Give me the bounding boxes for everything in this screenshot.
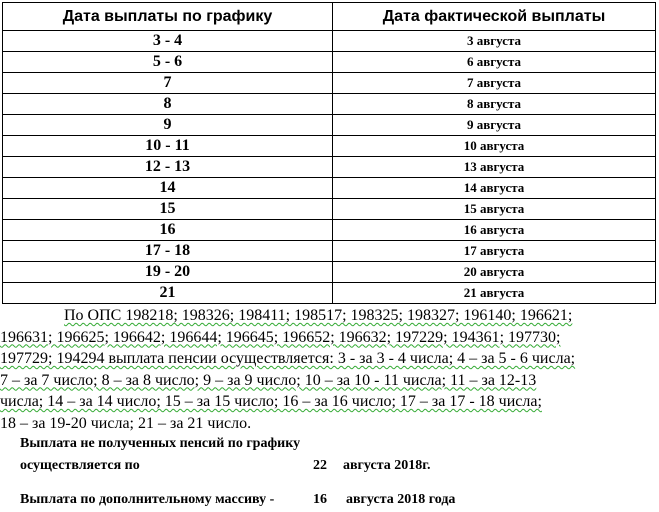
table-row <box>3 262 656 283</box>
extra-day: 16 <box>313 492 327 507</box>
table-row <box>3 136 656 157</box>
actual-date-cell: 6 августа <box>333 52 656 73</box>
actual-date-cell: 21 августа <box>333 283 656 304</box>
schedule-date-cell: 8 <box>3 94 333 115</box>
actual-date-cell: 16 августа <box>333 220 656 241</box>
actual-date-cell: 10 августа <box>333 136 656 157</box>
note-line-1: По ОПС 198218; 198326; 198411; 198517; 198325; 198327; 196140; 196621; <box>64 307 573 324</box>
note-line-5: числа; 14 – за 14 число; 15 – за 15 число; 16 – за 16 число; 17 – за 17 - 18 числа; <box>0 393 542 410</box>
header-schedule-date: Дата выплаты по графику <box>3 3 333 31</box>
table-row <box>3 73 656 94</box>
actual-date-cell: 17 августа <box>333 241 656 262</box>
table-header-row <box>3 3 656 31</box>
schedule-date-cell: 9 <box>3 115 333 136</box>
table-row <box>3 241 656 262</box>
unpaid-date: августа 2018г. <box>343 458 431 473</box>
schedule-date-cell: 19 - 20 <box>3 262 333 283</box>
schedule-date-cell: 7 <box>3 73 333 94</box>
extra-date: августа 2018 года <box>346 492 456 507</box>
schedule-date-cell: 3 - 4 <box>3 31 333 52</box>
unpaid-line-1: Выплата не полученных пенсий по графику <box>20 436 301 451</box>
extra-label: Выплата по дополнительному массиву - <box>20 492 275 507</box>
note-line-6: 18 – за 19-20 числа; 21 – за 21 число. <box>0 414 252 432</box>
schedule-date-cell: 17 - 18 <box>3 241 333 262</box>
schedule-date-cell: 21 <box>3 283 333 304</box>
schedule-date-cell: 5 - 6 <box>3 52 333 73</box>
unpaid-line-2: осуществляется по <box>20 458 140 473</box>
schedule-date-cell: 10 - 11 <box>3 136 333 157</box>
note-line-3: 197729; 194294 выплата пенсии осуществляется: 3 - за 3 - 4 числа; 4 – за 5 - 6 числа; <box>0 350 576 367</box>
actual-date-cell: 7 августа <box>333 73 656 94</box>
table-row <box>3 199 656 220</box>
unpaid-day: 22 <box>313 458 327 473</box>
table-row <box>3 52 656 73</box>
table-row <box>3 115 656 136</box>
header-actual-date: Дата фактической выплаты <box>333 3 656 31</box>
schedule-date-cell: 15 <box>3 199 333 220</box>
table-body <box>3 31 656 304</box>
actual-date-cell: 3 августа <box>333 31 656 52</box>
table-row <box>3 157 656 178</box>
table-row <box>3 31 656 52</box>
table-row <box>3 220 656 241</box>
actual-date-cell: 13 августа <box>333 157 656 178</box>
schedule-date-cell: 14 <box>3 178 333 199</box>
schedule-date-cell: 16 <box>3 220 333 241</box>
actual-date-cell: 9 августа <box>333 115 656 136</box>
table-row <box>3 178 656 199</box>
actual-date-cell: 15 августа <box>333 199 656 220</box>
note-line-4: 7 – за 7 число; 8 – за 8 число; 9 – за 9 число; 10 – за 10 - 11 числа; 11 – за 12-13 <box>0 371 537 389</box>
pension-note <box>0 305 659 434</box>
actual-date-cell: 8 августа <box>333 94 656 115</box>
actual-date-cell: 20 августа <box>333 262 656 283</box>
note-line-2: 196631; 196625; 196642; 196644; 196645; 196652; 196632; 197229; 194361; 197730; <box>0 328 561 346</box>
schedule-table <box>2 2 656 304</box>
table-row <box>3 94 656 115</box>
schedule-date-cell: 12 - 13 <box>3 157 333 178</box>
table-row <box>3 283 656 304</box>
actual-date-cell: 14 августа <box>333 178 656 199</box>
